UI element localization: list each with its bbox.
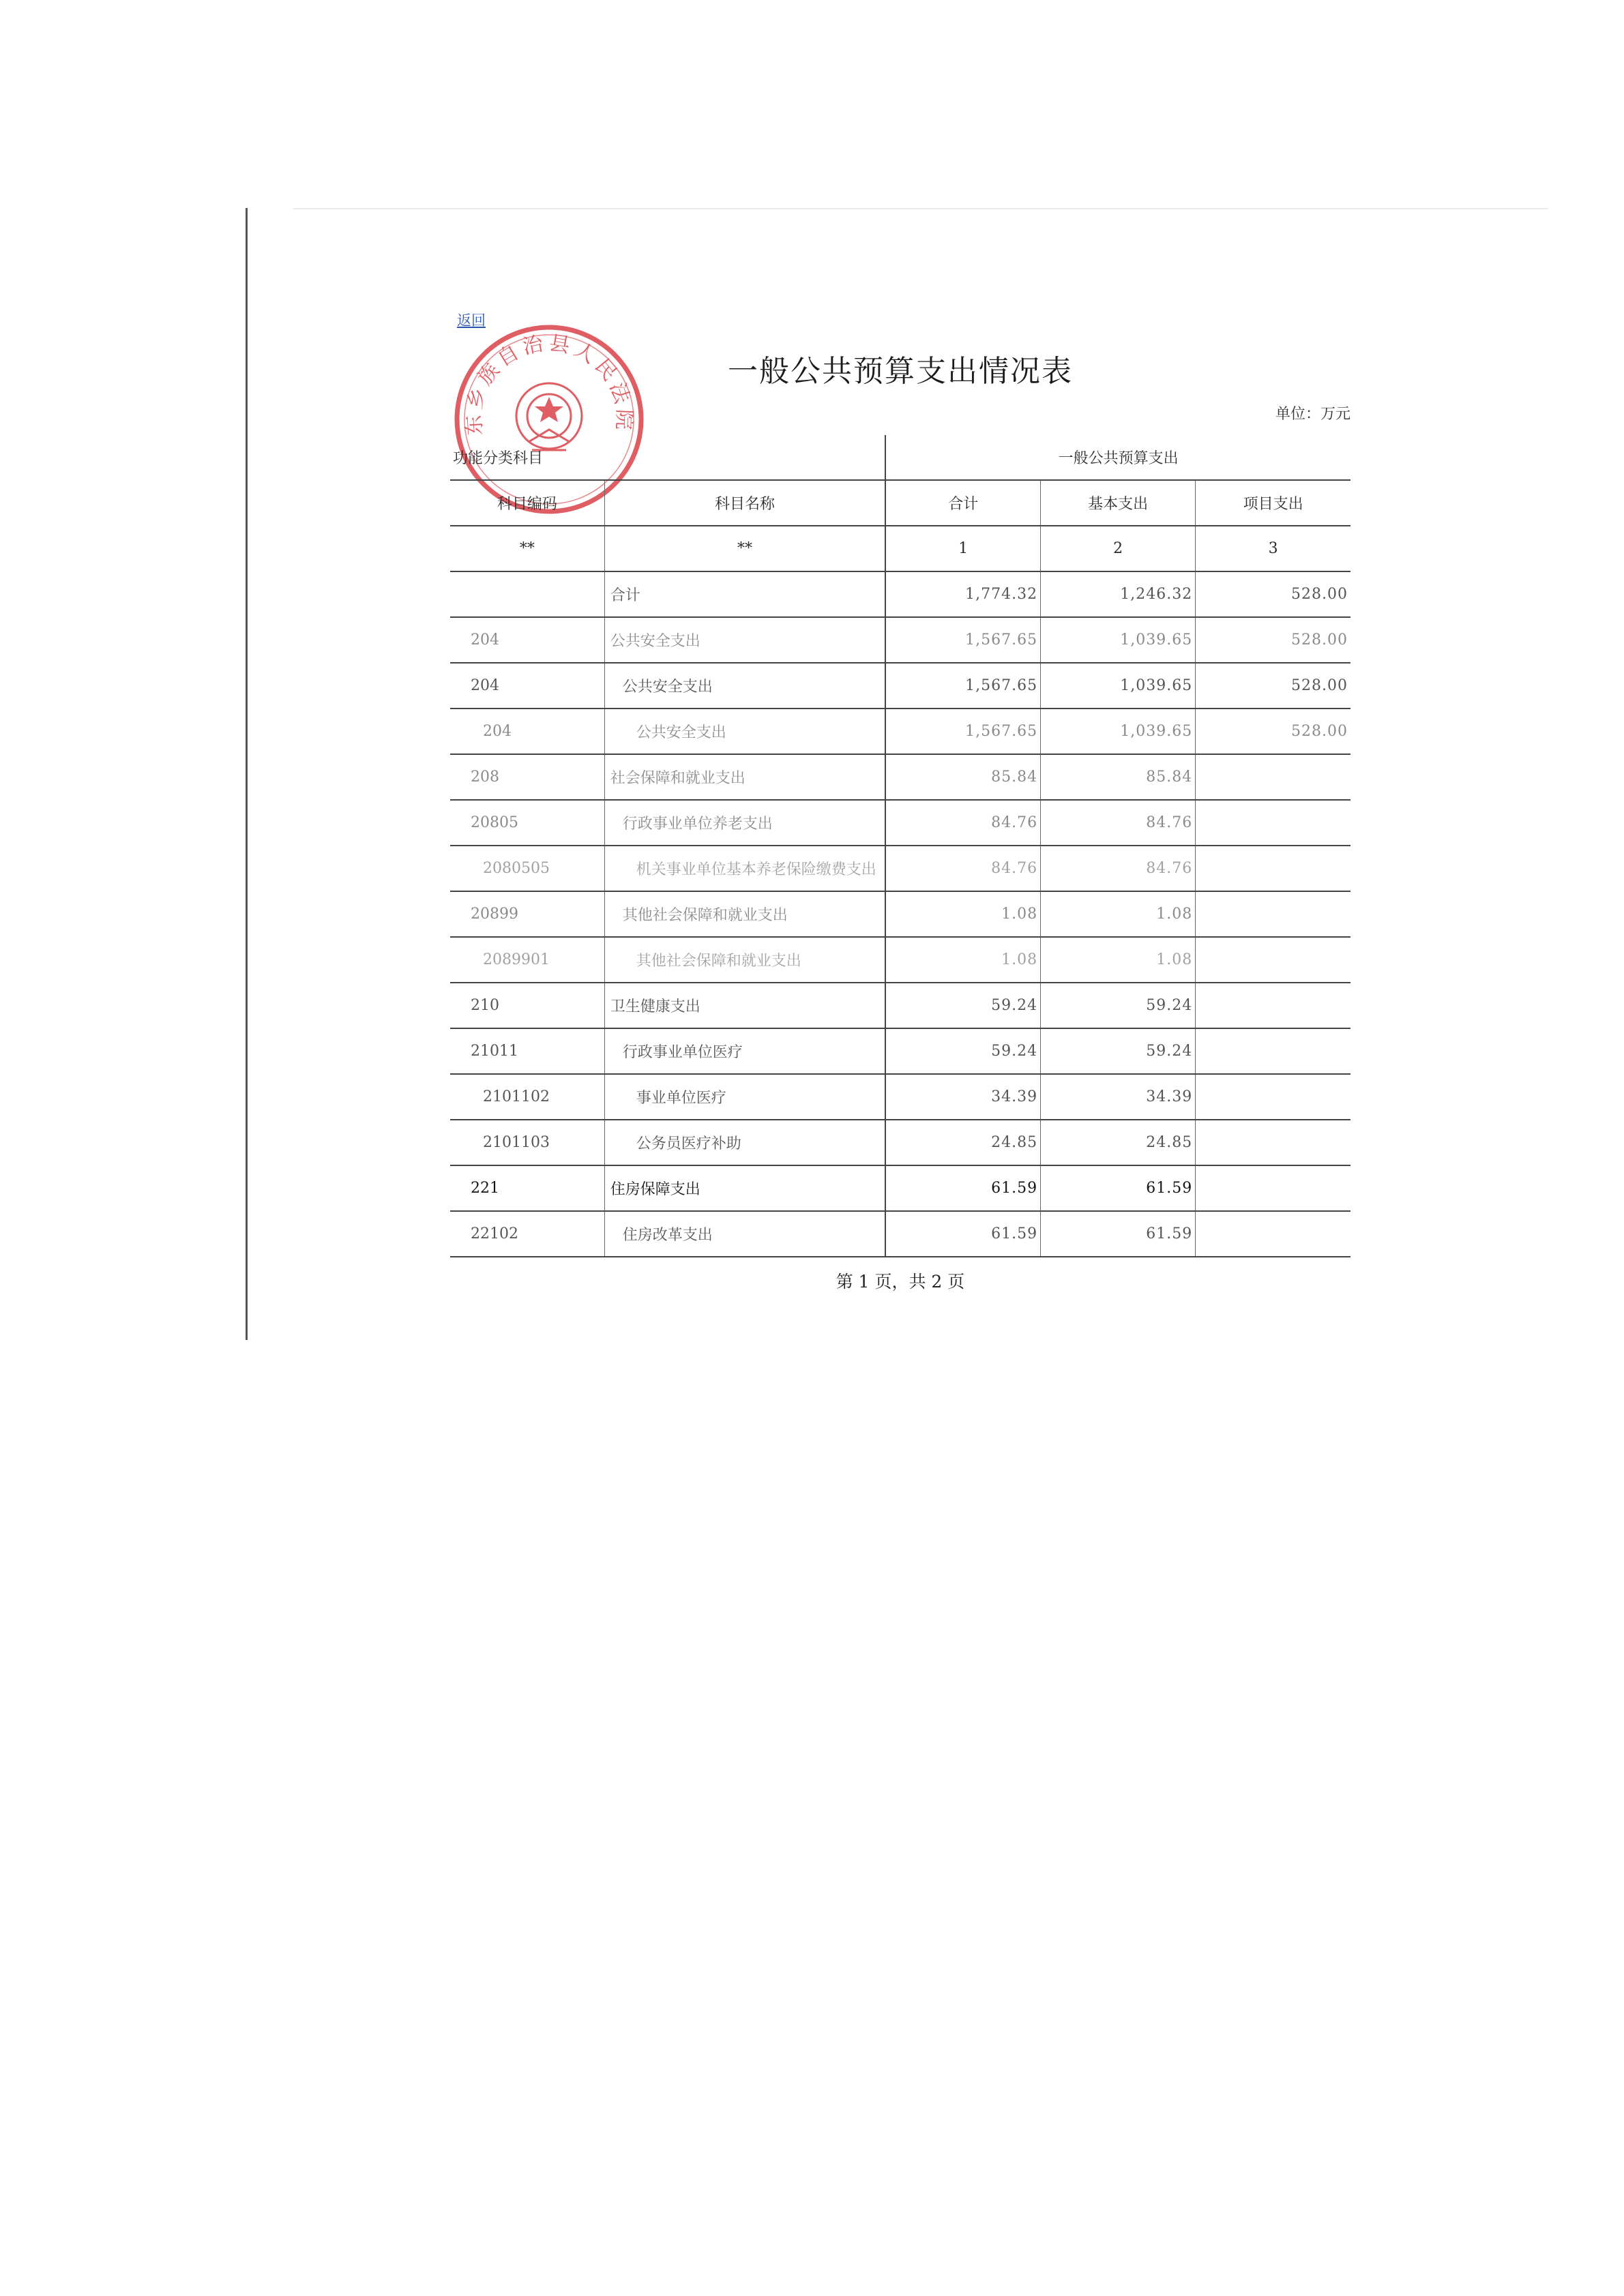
cell-project: 528.00 [1196, 709, 1350, 754]
cell-code: 210 [450, 983, 604, 1028]
back-link[interactable]: 返回 [457, 312, 486, 329]
table-row [450, 663, 1350, 709]
cell-basic: 34.39 [1041, 1074, 1196, 1120]
cell-total: 61.59 [885, 1165, 1040, 1211]
cell-project [1196, 754, 1350, 800]
cell-name: 住房改革支出 [604, 1211, 885, 1257]
cell-code: 204 [450, 617, 604, 663]
table-row [450, 709, 1350, 754]
cell-total: 1,774.32 [885, 571, 1040, 617]
unit-label: 单位：万元 [1275, 406, 1350, 423]
cell-project [1196, 1211, 1350, 1257]
header-index-row [450, 526, 1350, 571]
cell-basic: 59.24 [1041, 1028, 1196, 1074]
cell-project: 528.00 [1196, 617, 1350, 663]
cell-total: 59.24 [885, 1028, 1040, 1074]
column-header-basic: 基本支出 [1041, 480, 1196, 526]
header-group-row [450, 435, 1350, 480]
cell-name: 卫生健康支出 [604, 983, 885, 1028]
cell-code: 221 [450, 1165, 604, 1211]
index-name: ** [604, 526, 885, 571]
cell-project [1196, 937, 1350, 983]
cell-name: 公共安全支出 [604, 709, 885, 754]
document-page [450, 293, 1350, 1302]
cell-name: 行政事业单位养老支出 [604, 800, 885, 846]
cell-code: 2101103 [450, 1120, 604, 1165]
cell-code: 20805 [450, 800, 604, 846]
table-row [450, 1211, 1350, 1257]
cell-code: 204 [450, 663, 604, 709]
cell-project [1196, 891, 1350, 937]
cell-total: 84.76 [885, 846, 1040, 891]
cell-project [1196, 846, 1350, 891]
column-header-project: 项目支出 [1196, 480, 1350, 526]
page-title: 一般公共预算支出情况表 [728, 354, 1073, 389]
table-row [450, 1165, 1350, 1211]
cell-project [1196, 983, 1350, 1028]
cell-project: 528.00 [1196, 571, 1350, 617]
cell-project: 528.00 [1196, 663, 1350, 709]
table-row [450, 983, 1350, 1028]
cell-code: 2080505 [450, 846, 604, 891]
group-header-budget: 一般公共预算支出 [885, 435, 1350, 480]
cell-total: 1,567.65 [885, 617, 1040, 663]
cell-basic: 84.76 [1041, 846, 1196, 891]
cell-name: 公共安全支出 [604, 617, 885, 663]
cell-basic: 85.84 [1041, 754, 1196, 800]
header-column-row [450, 480, 1350, 526]
cell-name: 行政事业单位医疗 [604, 1028, 885, 1074]
cell-project [1196, 1028, 1350, 1074]
cell-project [1196, 1120, 1350, 1165]
cell-project [1196, 1074, 1350, 1120]
cell-code: 20899 [450, 891, 604, 937]
cell-basic: 24.85 [1041, 1120, 1196, 1165]
column-header-code: 科目编码 [450, 480, 604, 526]
group-header-functional: 功能分类科目 [450, 435, 885, 480]
column-header-total: 合计 [885, 480, 1040, 526]
cell-name: 公共安全支出 [604, 663, 885, 709]
index-project: 3 [1196, 526, 1350, 571]
index-code: ** [450, 526, 604, 571]
cell-basic: 61.59 [1041, 1211, 1196, 1257]
scan-border-top [293, 208, 1548, 209]
budget-table [450, 435, 1350, 1257]
cell-basic: 1,246.32 [1041, 571, 1196, 617]
cell-total: 34.39 [885, 1074, 1040, 1120]
cell-basic: 1,039.65 [1041, 709, 1196, 754]
table-row [450, 846, 1350, 891]
cell-code: 21011 [450, 1028, 604, 1074]
cell-code: 204 [450, 709, 604, 754]
cell-name: 公务员医疗补助 [604, 1120, 885, 1165]
index-basic: 2 [1041, 526, 1196, 571]
cell-total: 24.85 [885, 1120, 1040, 1165]
cell-name: 事业单位医疗 [604, 1074, 885, 1120]
cell-basic: 1,039.65 [1041, 663, 1196, 709]
cell-code [450, 571, 604, 617]
table-row [450, 937, 1350, 983]
cell-total: 84.76 [885, 800, 1040, 846]
scan-border-left [246, 208, 248, 1340]
table-row-total [450, 571, 1350, 617]
cell-name: 住房保障支出 [604, 1165, 885, 1211]
cell-name: 合计 [604, 571, 885, 617]
table-row [450, 1074, 1350, 1120]
cell-total: 1,567.65 [885, 709, 1040, 754]
cell-project [1196, 1165, 1350, 1211]
table-row [450, 891, 1350, 937]
table-row [450, 1028, 1350, 1074]
cell-total: 1.08 [885, 891, 1040, 937]
table-row [450, 800, 1350, 846]
index-total: 1 [885, 526, 1040, 571]
cell-code: 22102 [450, 1211, 604, 1257]
cell-name: 其他社会保障和就业支出 [604, 891, 885, 937]
cell-total: 1,567.65 [885, 663, 1040, 709]
cell-basic: 1.08 [1041, 891, 1196, 937]
cell-total: 1.08 [885, 937, 1040, 983]
cell-code: 208 [450, 754, 604, 800]
column-header-name: 科目名称 [604, 480, 885, 526]
cell-total: 61.59 [885, 1211, 1040, 1257]
cell-basic: 59.24 [1041, 983, 1196, 1028]
cell-basic: 1.08 [1041, 937, 1196, 983]
table-row [450, 754, 1350, 800]
cell-name: 其他社会保障和就业支出 [604, 937, 885, 983]
cell-total: 85.84 [885, 754, 1040, 800]
svg-text:东乡族自治县人民法院: 东乡族自治县人民法院 [462, 331, 636, 436]
table-row [450, 617, 1350, 663]
cell-total: 59.24 [885, 983, 1040, 1028]
cell-name: 社会保障和就业支出 [604, 754, 885, 800]
table-row [450, 1120, 1350, 1165]
page-number-footer: 第 1 页，共 2 页 [836, 1272, 965, 1292]
cell-basic: 84.76 [1041, 800, 1196, 846]
cell-code: 2101102 [450, 1074, 604, 1120]
cell-name: 机关事业单位基本养老保险缴费支出 [604, 846, 885, 891]
cell-basic: 61.59 [1041, 1165, 1196, 1211]
cell-project [1196, 800, 1350, 846]
cell-code: 2089901 [450, 937, 604, 983]
cell-basic: 1,039.65 [1041, 617, 1196, 663]
